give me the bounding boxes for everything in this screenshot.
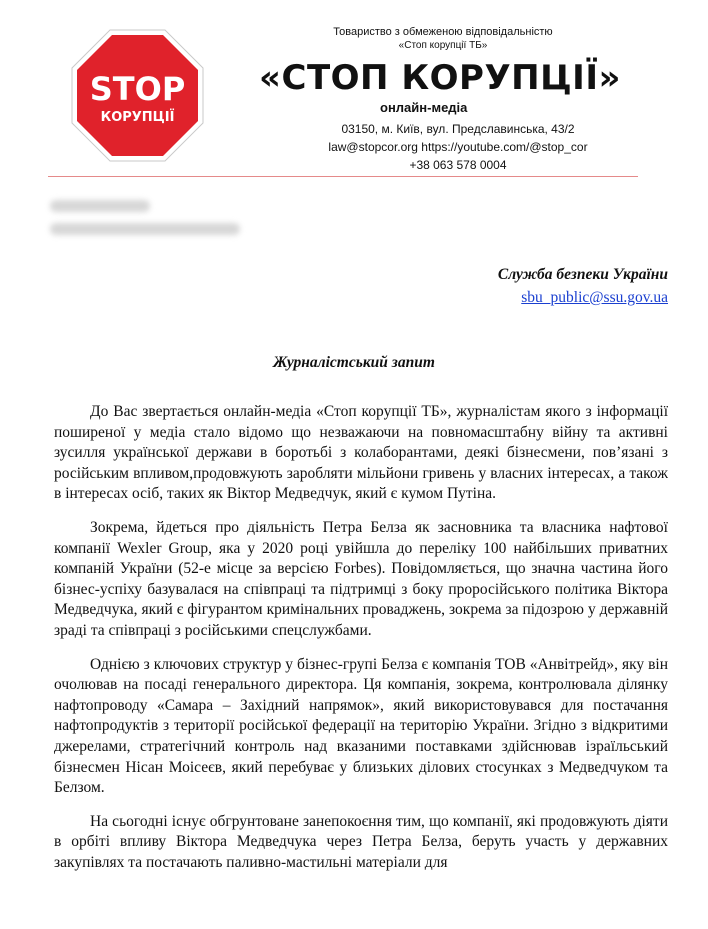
document-title: Журналістський запит xyxy=(273,354,435,371)
org-short-name: «Стоп корупції ТБ» xyxy=(398,40,488,51)
body-paragraph: На сьогодні існує обгрунтоване занепокоєння тим, що компанії, які продовжують діяти в орбіті впливу Віктора Медведчука через Петра Белза, беруть участь у державних закупівлях та постачають паливно-мастильні матеріали для xyxy=(54,812,668,871)
stop-sign-icon xyxy=(70,28,205,163)
org-legal-name: Товариство з обмеженою відповідальністю xyxy=(333,26,553,38)
redacted-text xyxy=(50,223,240,235)
recipient-name: Служба безпеки України xyxy=(497,266,668,283)
org-address: 03150, м. Київ, вул. Предславинська, 43/2 xyxy=(341,122,575,136)
document-body xyxy=(54,402,668,886)
body-paragraph: Однією з ключових структур у бізнес-групі Белза є компанія ТОВ «Анвітрейд», яку він очолював на посаді генерального директора. Ця компанія, зокрема, контролювала ділянку нафтопроводу «Самара – Західний напрямок», який використовувався для постачання нафтопродуктів з території російської федерації на територію України. Згідно з відкритими джерелами, стратегічний контроль над вказаними поставками здійснював ізраїльський бізнесмен Нісан Моісеєв, який перебуває у близьких ділових стосунках з Медведчуком та Белзом. xyxy=(54,655,668,797)
brand-subtitle: онлайн-медіа xyxy=(380,100,468,115)
stop-sign-logo xyxy=(70,28,205,163)
recipient-email-link[interactable]: sbu_public@ssu.gov.ua xyxy=(521,289,668,306)
logo-line-2: КОРУПЦІЇ xyxy=(100,110,175,125)
header-divider xyxy=(48,176,638,177)
brand-title: «СТОП КОРУПЦІЇ» xyxy=(259,58,621,98)
org-phone: +38 063 578 0004 xyxy=(409,158,507,172)
redacted-text xyxy=(50,200,150,212)
recipient-block xyxy=(498,266,668,307)
logo-line-1: STOP xyxy=(89,70,186,108)
org-email-web: law@stopcor.org https://youtube.com/@stop_cor xyxy=(328,140,588,154)
body-paragraph: Зокрема, йдеться про діяльність Петра Белза як засновника та власника нафтової компанії Wexler Group, яка у 2020 році увійшла до переліку 100 найбільших приватних компаній України (52-е місце за версією Forbes). Повідомляється, що значна частина його бізнес-успіху базувалася на співпраці та підтримці з боку проросійського політика Віктора Медведчука, який є фігурантом кримінальних проваджень, зокрема за підозрою у державній зраді та співпраці з російськими спецслужбами. xyxy=(54,518,668,639)
body-paragraph: До Вас звертається онлайн-медіа «Стоп корупції ТБ», журналістам якого з інформації поширеної у медіа стало відомо що незважаючи на повномасштабну війну та активні зусилля української держави в боротьбі з колаборантами, деякі бізнесмени, пов’язані з російським впливом,продовжують заробляти мільйони гривень у власних інтересах, а також в інтересах осіб, таких як Віктор Медведчук, який є кумом Путіна. xyxy=(54,403,668,503)
